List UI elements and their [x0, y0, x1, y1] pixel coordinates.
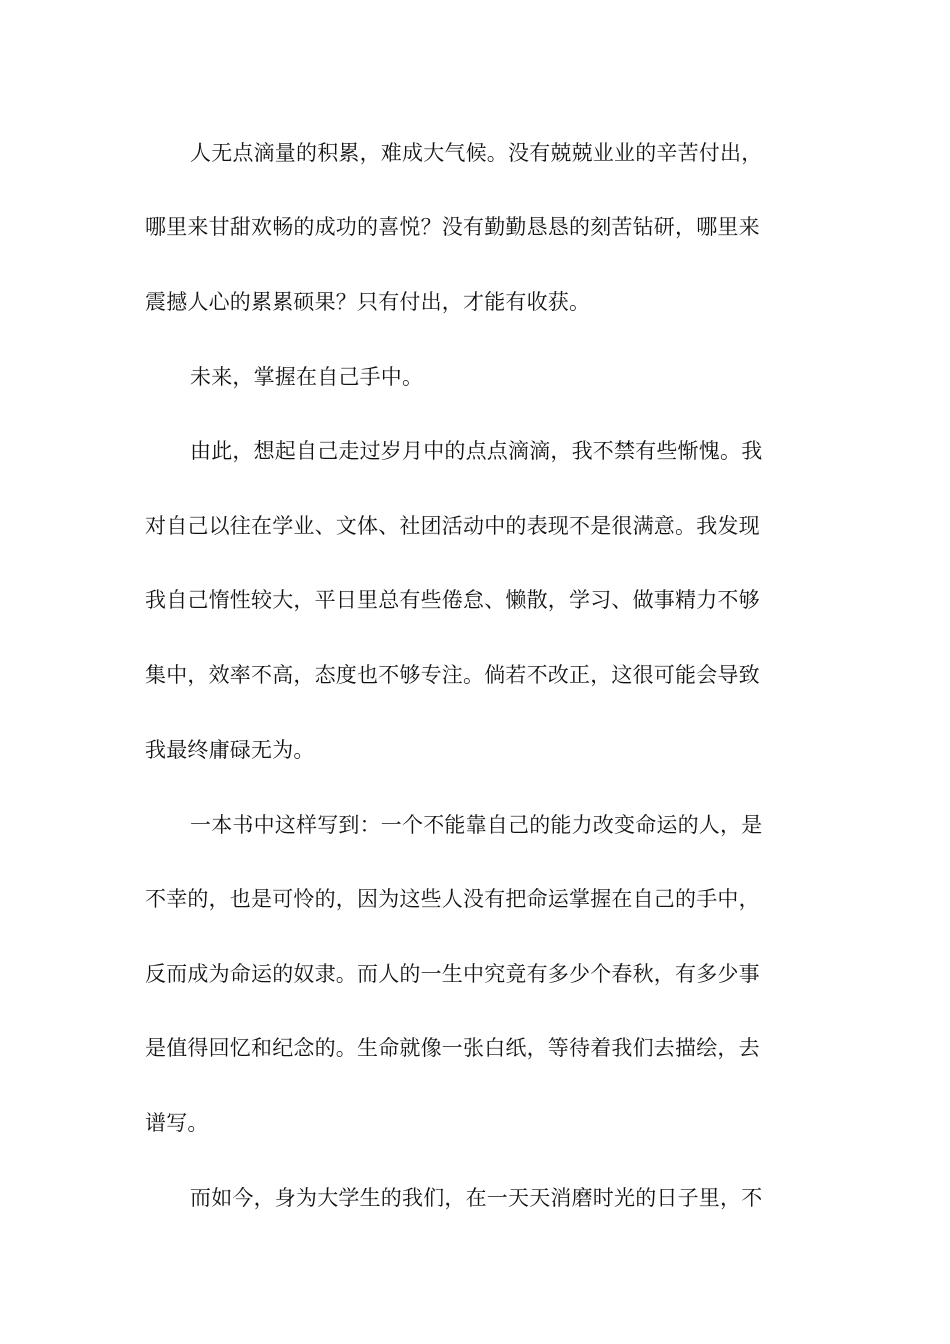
paragraph-line: 一本书中这样写到：一个不能靠自己的能力改变命运的人，是	[190, 813, 763, 837]
paragraph-line: 而如今，身为大学生的我们，在一天天消磨时光的日子里，不	[190, 1186, 763, 1210]
paragraph-line: 我自己惰性较大，平日里总有些倦怠、懒散，学习、做事精力不够	[145, 588, 760, 612]
paragraph-line: 不幸的，也是可怜的，因为这些人没有把命运掌握在自己的手中，	[145, 887, 760, 911]
paragraph-line: 集中，效率不高，态度也不够专注。倘若不改正，这很可能会导致	[145, 663, 760, 687]
paragraph-line: 反而成为命运的奴隶。而人的一生中究竟有多少个春秋，有多少事	[145, 962, 760, 986]
paragraph-line: 哪里来甘甜欢畅的成功的喜悦？没有勤勤恳恳的刻苦钻研，哪里来	[145, 215, 760, 239]
paragraph-line: 我最终庸碌无为。	[145, 738, 315, 762]
paragraph-line: 人无点滴量的积累，难成大气候。没有兢兢业业的辛苦付出，	[190, 141, 763, 165]
paragraph-line: 是值得回忆和纪念的。生命就像一张白纸，等待着我们去描绘，去	[145, 1036, 760, 1060]
paragraph-line: 震撼人心的累累硕果？只有付出，才能有收获。	[145, 290, 591, 314]
paragraph-line: 谱写。	[145, 1111, 209, 1135]
paragraph-line: 未来，掌握在自己手中。	[190, 365, 424, 389]
paragraph-line: 由此，想起自己走过岁月中的点点滴滴，我不禁有些惭愧。我	[190, 439, 763, 463]
paragraph-line: 对自己以往在学业、文体、社团活动中的表现不是很满意。我发现	[145, 514, 760, 538]
